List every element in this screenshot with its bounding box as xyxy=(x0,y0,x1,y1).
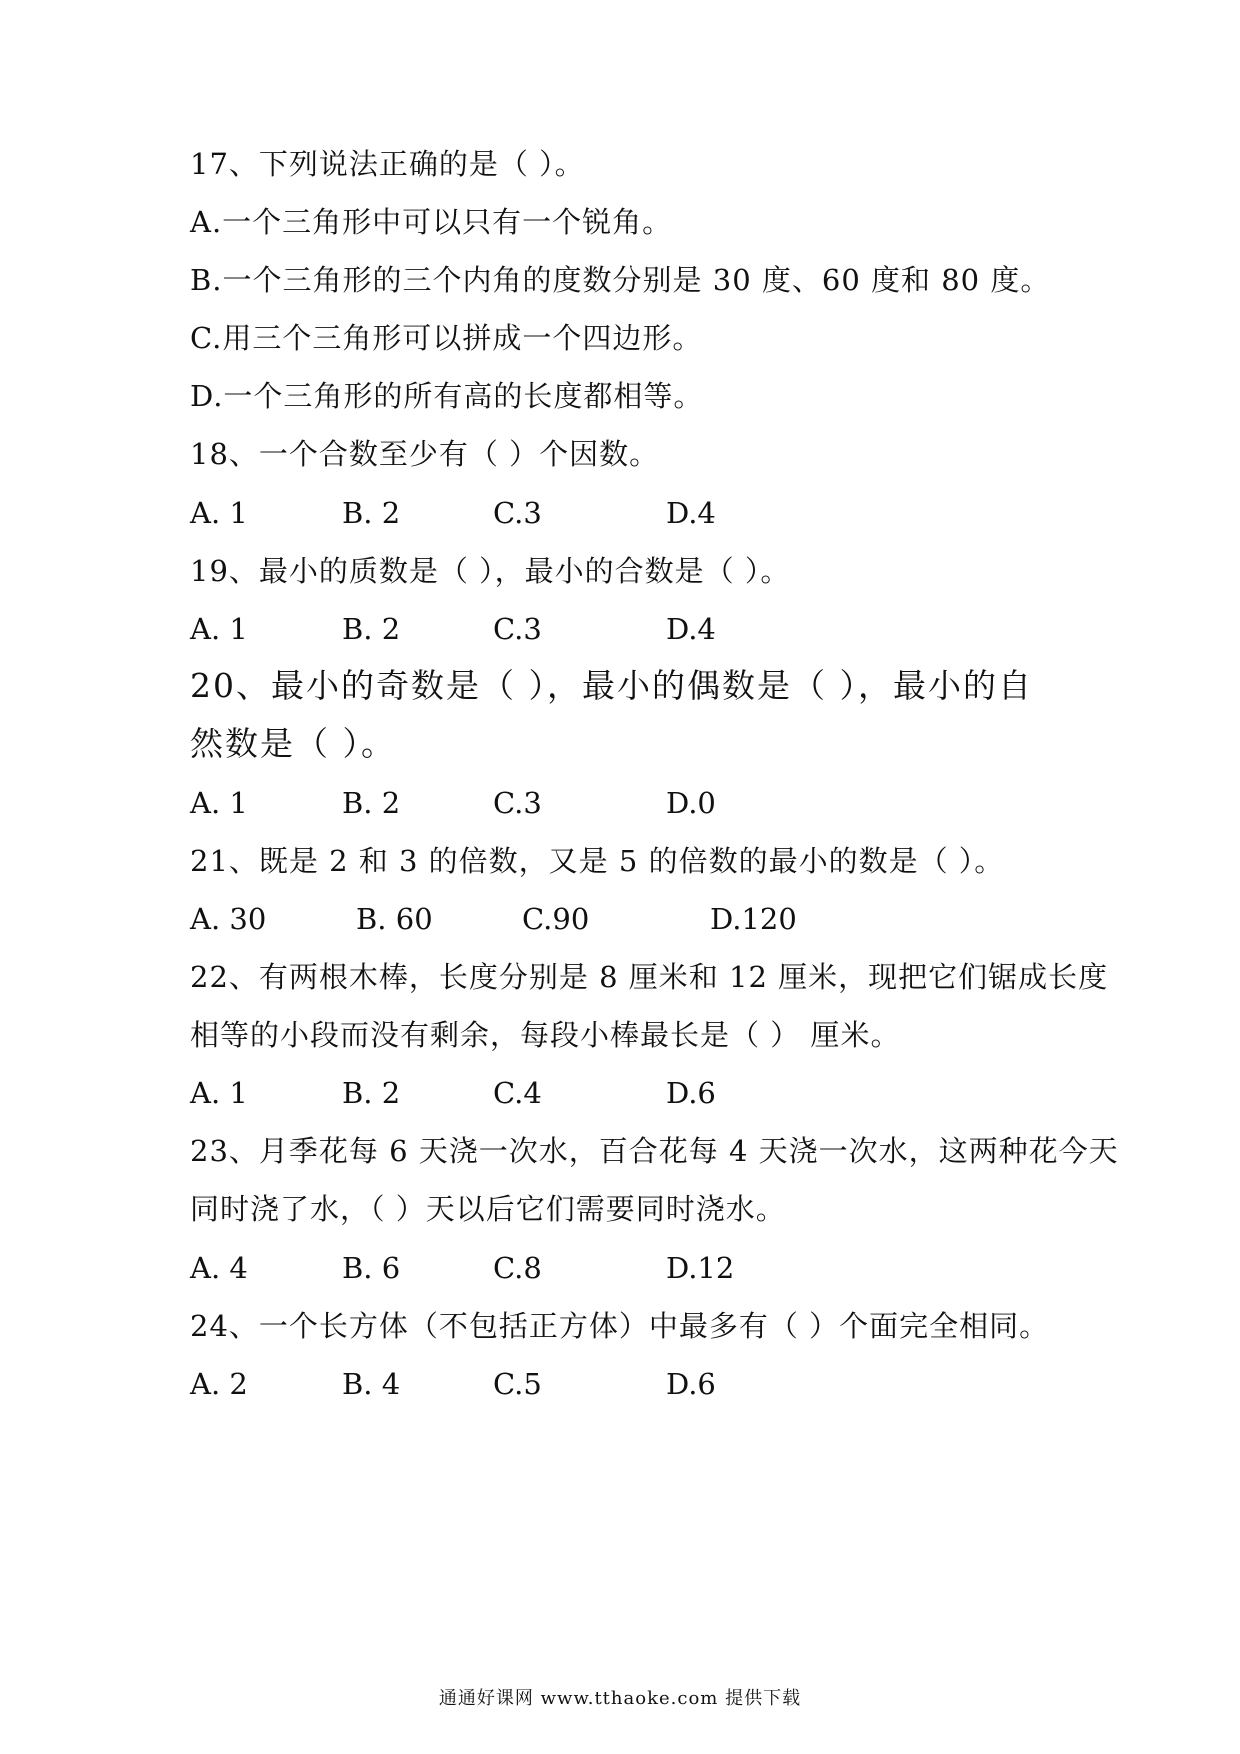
question-24-stem: 24、一个长方体（不包括正方体）中最多有（ ）个面完全相同。 xyxy=(190,1309,1050,1343)
question-19-option-d: D.4 xyxy=(666,612,716,646)
page-footer: 通通好课网 www.tthaoke.com 提供下载 xyxy=(438,1688,802,1709)
question-22-option-d: D.6 xyxy=(666,1076,716,1110)
question-21-stem: 21、既是 2 和 3 的倍数，又是 5 的倍数的最小的数是（ ）。 xyxy=(190,844,1005,878)
question-24-option-c: C.5 xyxy=(493,1367,542,1401)
question-18-option-c: C.3 xyxy=(493,496,542,530)
question-17-option-a: A.一个三角形中可以只有一个锐角。 xyxy=(190,205,673,239)
question-19-stem: 19、最小的质数是（ ），最小的合数是（ ）。 xyxy=(190,554,791,588)
question-23-option-a: A. 4 xyxy=(190,1251,248,1285)
question-20-stem-line-1: 20、最小的奇数是（ ），最小的偶数是（ ），最小的自 xyxy=(190,666,1033,705)
question-24-option-a: A. 2 xyxy=(190,1367,248,1401)
question-22-option-a: A. 1 xyxy=(190,1076,248,1110)
question-21-option-a: A. 30 xyxy=(190,902,267,936)
question-20-option-d: D.0 xyxy=(666,786,716,820)
question-23-stem-line-1: 23、月季花每 6 天浇一次水，百合花每 4 天浇一次水，这两种花今天 xyxy=(190,1134,1119,1168)
question-22-stem-line-1: 22、有两根木棒，长度分别是 8 厘米和 12 厘米，现把它们锯成长度 xyxy=(190,960,1109,994)
question-19-option-c: C.3 xyxy=(493,612,542,646)
question-17-option-c: C.用三个三角形可以拼成一个四边形。 xyxy=(190,321,703,355)
question-23-option-b: B. 6 xyxy=(342,1251,401,1285)
question-17-stem: 17、下列说法正确的是（ ）。 xyxy=(190,147,585,181)
question-20-option-c: C.3 xyxy=(493,786,542,820)
question-23-option-c: C.8 xyxy=(493,1251,542,1285)
question-22-stem-line-2: 相等的小段而没有剩余，每段小棒最长是（ ） 厘米。 xyxy=(190,1018,901,1052)
question-20-option-b: B. 2 xyxy=(342,786,401,820)
question-23-stem-line-2: 同时浇了水，（ ）天以后它们需要同时浇水。 xyxy=(190,1192,786,1226)
question-19-option-a: A. 1 xyxy=(190,612,248,646)
question-18-option-d: D.4 xyxy=(666,496,716,530)
question-18-option-a: A. 1 xyxy=(190,496,248,530)
question-18-option-b: B. 2 xyxy=(342,496,401,530)
question-20-option-a: A. 1 xyxy=(190,786,248,820)
question-21-option-c: C.90 xyxy=(522,902,590,936)
question-17-option-d: D.一个三角形的所有高的长度都相等。 xyxy=(190,379,704,413)
question-20-stem-line-2: 然数是（ ）。 xyxy=(190,724,396,763)
question-24-option-b: B. 4 xyxy=(342,1367,401,1401)
question-22-option-c: C.4 xyxy=(493,1076,542,1110)
question-18-stem: 18、一个合数至少有（ ）个因数。 xyxy=(190,437,660,471)
question-21-option-d: D.120 xyxy=(710,902,797,936)
question-24-option-d: D.6 xyxy=(666,1367,716,1401)
question-19-option-b: B. 2 xyxy=(342,612,401,646)
question-21-option-b: B. 60 xyxy=(356,902,433,936)
question-23-option-d: D.12 xyxy=(666,1251,735,1285)
question-22-option-b: B. 2 xyxy=(342,1076,401,1110)
question-17-option-b: B.一个三角形的三个内角的度数分别是 30 度、60 度和 80 度。 xyxy=(190,263,1051,297)
